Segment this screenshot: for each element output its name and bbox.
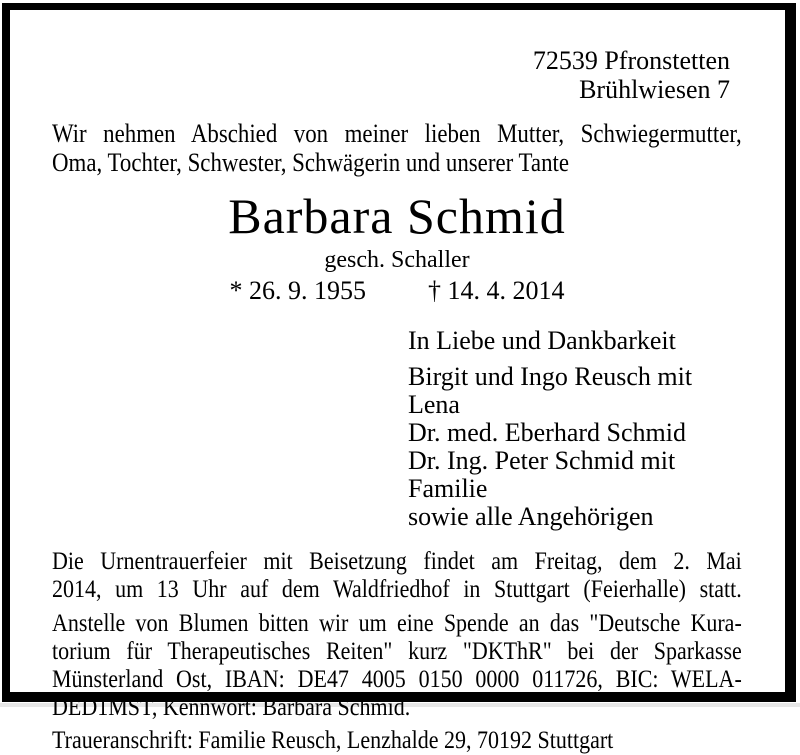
- obituary-content: [52, 46, 742, 755]
- maiden-name-note: gesch. Schaller: [324, 247, 470, 273]
- intro-paragraph: [52, 119, 742, 177]
- intro-line-2: Oma, Tochter, Schwester, Schwägerin und unserer Tante: [52, 148, 570, 177]
- funeral-line-2: 2014, um 13 Uhr auf dem Waldfriedhof in Stuttgart (Feierhalle) statt.: [52, 576, 742, 603]
- contact-line: Traueranschrift: Familie Reusch, Lenzhalde 29, 70192 Stuttgart: [52, 727, 614, 754]
- donation-paragraph: [52, 610, 742, 722]
- mourners-lead: In Liebe und Dankbarkeit: [408, 326, 676, 355]
- obituary-border-frame: [2, 3, 796, 754]
- donation-line-1: Anstelle von Blumen bitten wir um eine Spende an das "Deutsche Kura-: [52, 610, 742, 637]
- mourner-name: Dr. Ing. Peter Schmid mit Familie: [408, 446, 676, 503]
- donation-line-2: torium für Therapeutisches Reiten" kurz "DKThR" bei der Sparkasse: [52, 638, 742, 665]
- birth-date: * 26. 9. 1955: [229, 276, 366, 305]
- mourner-name: Birgit und Ingo Reusch mit Lena: [408, 362, 693, 419]
- death-date: † 14. 4. 2014: [428, 276, 565, 305]
- mourner-name: Dr. med. Eberhard Schmid: [408, 418, 686, 447]
- address-line-2: Brühlwiesen 7: [579, 75, 730, 104]
- donation-line-3: Münsterland Ost, IBAN: DE47 4005 0150 0000 011726, BIC: WELA-: [52, 666, 742, 693]
- deceased-name: Barbara Schmid: [228, 188, 566, 244]
- funeral-line-1: Die Urnentrauerfeier mit Beisetzung findet am Freitag, dem 2. Mai: [52, 548, 742, 575]
- address-line-1: 72539 Pfronstetten: [532, 46, 730, 75]
- intro-line-1: Wir nehmen Abschied von meiner lieben Mutter, Schwiegermutter,: [52, 119, 742, 148]
- mourners-block: [408, 327, 742, 531]
- mourner-name: sowie alle Angehörigen: [408, 502, 654, 531]
- funeral-info-paragraph: [52, 548, 742, 604]
- donation-line-4: DED1MST, Kennwort: Barbara Schmid.: [52, 694, 411, 721]
- mourning-address-line: [52, 727, 742, 755]
- life-dates: [52, 276, 742, 306]
- address-block: [52, 46, 742, 104]
